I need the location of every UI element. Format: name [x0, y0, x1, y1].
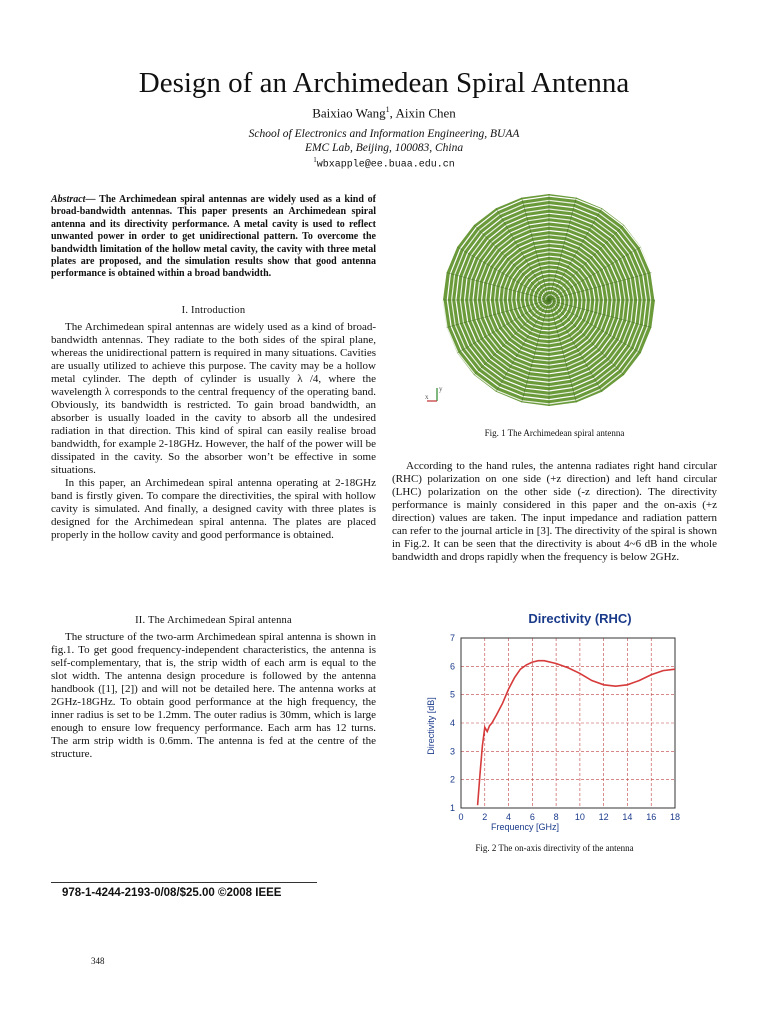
page-number: 348 — [91, 956, 105, 966]
x-tick-label: 4 — [506, 812, 512, 822]
x-tick-label: 18 — [669, 812, 681, 822]
x-tick-label: 10 — [574, 812, 585, 822]
directivity-chart — [425, 608, 685, 838]
email-address: wbxapple@ee.buaa.edu.cn — [316, 159, 455, 171]
spiral-arms — [443, 194, 655, 406]
x-tick-label: 2 — [482, 812, 488, 822]
x-axis-label: Frequency [GHz] — [490, 822, 560, 832]
introduction-paragraph-1: The Archimedean spiral antennas are widely used as a kind of broad-bandwidth antennas. They radiate to the both sides of the spiral plane, whereas the unidirectional pattern is required in many situations. Cavities are usually utilized to achieve this purpose. The cavity may be a hollow metal cylinder. The depth of cylinder is usually λ /4, where the wavelength λ corresponds to the central frequency of the operating band. Obviously, its bandwidth is restricted. To gain broad bandwidth, an absorber is usually loaded in the cavity to absorb all the undesired radiation in that direction. This kind of spiral can easily realise broad bandwidth, for example 2-18GHz. However, the half of the power will be dissipated in the cavity. So the absorber won’t be effective in some situations. — [51, 321, 376, 476]
ieee-copyright: 978-1-4244-2193-0/08/$25.00 ©2008 IEEE — [62, 887, 282, 899]
affiliation-line-1: School of Electronics and Information Engineering, BUAA — [248, 128, 520, 140]
figure-1-caption: Fig. 1 The Archimedean spiral antenna — [484, 428, 625, 438]
section-2-paragraph-1: The structure of the two-arm Archimedean spiral antenna is shown in fig.1. To get good frequency-independent characteristics, the antenna is self-complementary, that is, the strip width of each arm is equal to the slot width. The antenna design procedure is followed by the antenna handbook ([1], [2]) and will not be detailed here. The antenna works at 2GHz-18GHz. To obtain good performance at the high frequency, the inner radius is set to be 1.2mm. The outer radius is 30mm, which is large enough to ensure low frequency performance. Each arm has 12 turns. The arm strip width is 0.6mm. The antenna is fed at the centre of the structure. — [51, 631, 376, 760]
introduction-paragraph-2: In this paper, an Archimedean spiral antenna operating at 2-18GHz band is firstly given. To compare the directivities, the spiral with hollow cavity is simulated. And finally, a designed cavity with three plates is designed for the Archimedean spiral antenna. The plates are placed properly in the hollow cavity and good performance is obtained. — [51, 477, 376, 541]
abstract-text: The Archimedean spiral antennas are widely used as a kind of broad-bandwidth antennas. This paper presents an Archimedean spiral antenna and its directivity performance. A metal cavity is used to reflect unwanted power in order to get unidirectional pattern. To overcome the bandwidth limitation of the hollow metal cavity, the cavity with three metal plates are proposed, and the simulation results show that good antenna performance is obtained within a broad bandwidth. — [51, 194, 376, 280]
right-paragraph-1: According to the hand rules, the antenna radiates right hand circular (RHC) polarization on one side (+z direction) and left hand circular (LHC) polarization on the other side (-z direction). The directivity performance is mainly considered in this paper and the on-axis (+z direction) values are taken. The input impedance and radiation pattern can refer to the journal article in [3]. The directivity of the spiral is shown in Fig.2. It can be seen that the directivity is about 4~6 dB in the whole bandwidth and drops rapidly when the frequency is below 2GHz. — [392, 460, 717, 563]
x-axis-letter: x — [425, 393, 429, 401]
chart-title: Directivity (RHC) — [528, 611, 632, 626]
y-axis-letter: y — [439, 385, 443, 393]
affiliation — [0, 127, 768, 155]
x-tick-label: 16 — [646, 812, 657, 822]
figure-2-caption: Fig. 2 The on-axis directivity of the antenna — [475, 843, 634, 853]
x-tick-label: 14 — [622, 812, 633, 822]
y-tick-label: 1 — [449, 803, 455, 813]
introduction-body — [51, 321, 376, 542]
x-tick-label: 0 — [458, 812, 464, 822]
affiliation-line-2: EMC Lab, Beijing, 100083, China — [304, 142, 464, 154]
y-tick-label: 6 — [449, 661, 455, 672]
y-tick-label: 4 — [449, 718, 455, 728]
email-superscript: 1 — [313, 156, 317, 164]
footer-rule — [51, 882, 317, 883]
section-heading-introduction: I. Introduction — [181, 305, 246, 316]
author-separator: , — [389, 105, 396, 121]
author-1: Baixiao Wang — [312, 105, 386, 121]
x-tick-label: 8 — [553, 812, 559, 822]
abstract — [51, 194, 376, 281]
y-tick-label: 5 — [449, 689, 455, 700]
author-email — [0, 156, 768, 170]
y-tick-label: 3 — [449, 746, 455, 757]
authors — [0, 105, 768, 121]
author-1-superscript: 1 — [385, 105, 390, 114]
y-axis-label: Directivity [dB] — [426, 697, 436, 755]
abstract-dash: — — [85, 194, 100, 205]
x-tick-label: 6 — [529, 812, 535, 822]
author-2: Aixin Chen — [395, 105, 456, 121]
paper-title: Design of an Archimedean Spiral Antenna — [138, 67, 630, 99]
y-tick-label: 2 — [449, 774, 455, 785]
axis-triad — [425, 385, 443, 401]
right-column-body — [392, 460, 717, 564]
archimedean-spiral-figure — [425, 190, 665, 415]
section-2-body — [51, 631, 376, 761]
section-heading-spiral-antenna: II. The Archimedean Spiral antenna — [135, 615, 292, 626]
abstract-label: Abstract — [51, 194, 86, 205]
y-tick-label: 7 — [449, 633, 455, 643]
x-tick-label: 12 — [598, 812, 609, 822]
